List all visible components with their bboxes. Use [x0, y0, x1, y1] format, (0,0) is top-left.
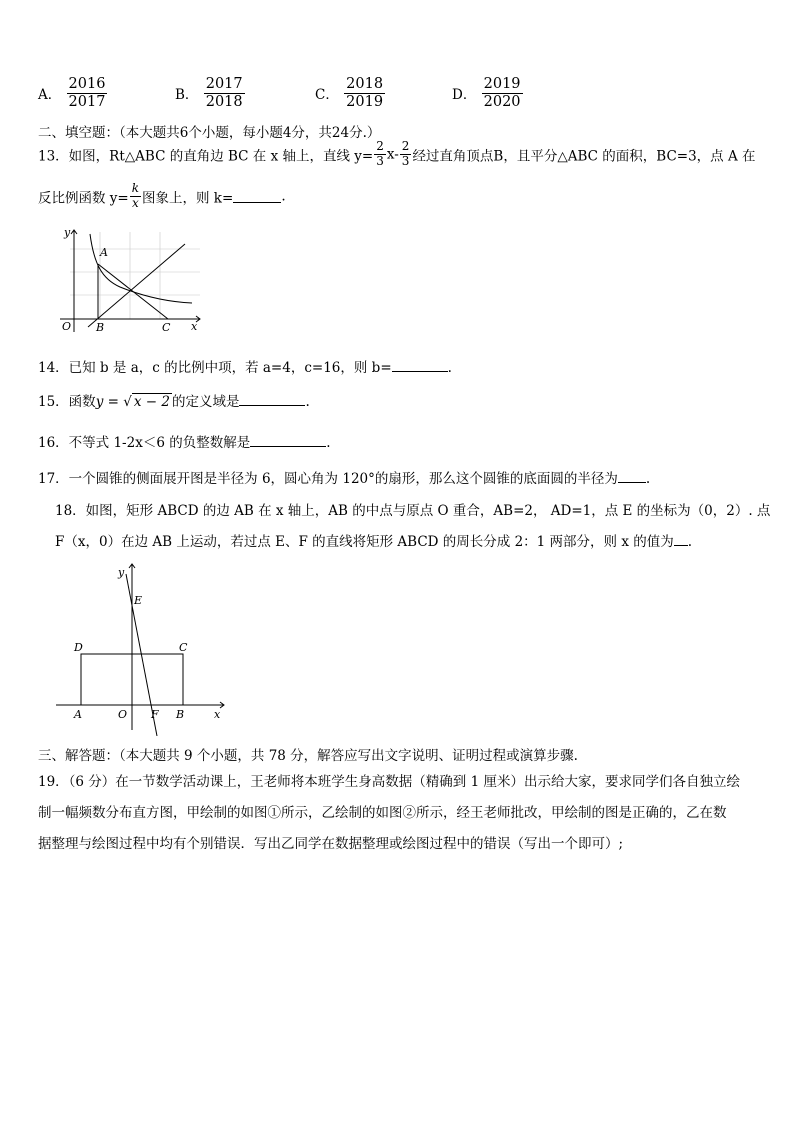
option-d [452, 76, 524, 110]
option-a-numerator: 2016 [68, 76, 106, 92]
option-d-denominator: 2020 [483, 93, 521, 110]
q18-label-y: y [118, 566, 125, 579]
q17-end: . [645, 471, 651, 487]
option-c-numerator: 2018 [346, 76, 384, 92]
q15-sqrt [123, 394, 172, 410]
q15-prefix: 15．函数 [38, 394, 96, 410]
q13-text-b: x- [386, 146, 399, 163]
q15-suffix: 的定义域是 [171, 394, 240, 410]
option-a-denominator: 2017 [68, 93, 106, 110]
q14 [38, 356, 452, 376]
q13-figure [50, 224, 210, 338]
q13-frac1-num: 2 [376, 139, 384, 153]
q13-answer-blank[interactable] [233, 190, 281, 203]
q15-end: . [305, 394, 310, 410]
q18-label-F: F [151, 708, 159, 721]
q19-line3: 据整理与绘图过程中均有个别错误．写出乙同学在数据整理或绘图过程中的错误（写出一个即可）; [38, 836, 624, 852]
q13-frac-k-over-x [130, 182, 141, 211]
option-a-fraction [67, 76, 108, 110]
q14-answer-blank[interactable] [392, 359, 448, 372]
q13-grid [70, 232, 200, 319]
q15-radicand: x − 2 [133, 394, 170, 410]
q18-label-D: D [74, 641, 83, 654]
q15 [38, 390, 310, 410]
q13-label-y: y [64, 226, 71, 239]
options-row [38, 76, 738, 120]
q13-text-e: 图象上，则 k= [142, 190, 234, 207]
q13-label-B: B [96, 321, 105, 334]
option-d-label: D． [452, 87, 477, 104]
q15-eq: = [103, 394, 124, 410]
q16-answer-blank[interactable] [250, 434, 326, 447]
option-b [175, 76, 246, 110]
q13-label-x: x [191, 320, 198, 333]
option-b-fraction [204, 76, 245, 110]
q18-label-A: A [74, 708, 82, 721]
q15-answer-blank[interactable] [239, 393, 305, 406]
option-c-label: C． [315, 87, 339, 104]
option-b-numerator: 2017 [205, 76, 243, 92]
q14-text: 14．已知 b 是 a，c 的比例中项，若 a=4，c=16，则 b= [38, 360, 392, 376]
q19-line1: 19．（6 分）在一节数学活动课上，王老师将本班学生身高数据（精确到 1 厘米）出示给大家，要求同学们各自独立绘 [38, 774, 740, 790]
q18-label-x: x [214, 708, 221, 721]
option-d-fraction [482, 76, 523, 110]
q18-line1: 18．如图，矩形 ABCD 的边 AB 在 x 轴上，AB 的中点与原点 O 重合，AB=2， AD=1，点 E 的坐标为（0，2）. 点 [55, 503, 771, 519]
q16-text: 16．不等式 1-2x＜6 的负整数解是 [38, 435, 251, 451]
q17 [38, 467, 650, 487]
q14-end: . [447, 360, 452, 376]
q18-label-E: E [134, 594, 143, 607]
option-c-fraction [344, 76, 385, 110]
option-b-label: B． [175, 87, 199, 104]
q13-line1 [38, 140, 756, 169]
q13-frac2-den: 3 [401, 153, 410, 168]
q18-answer-blank[interactable] [674, 533, 688, 546]
option-b-denominator: 2018 [205, 93, 243, 110]
q13-label-O: O [62, 320, 72, 333]
option-a [38, 76, 108, 110]
q13-frac-two-thirds-b [400, 140, 412, 169]
q15-y: y [95, 394, 104, 410]
q18-line2 [55, 530, 692, 550]
q19-line2: 制一幅频数分布直方图，甲绘制的如图①所示，乙绘制的如图②所示，经王老师批改，甲绘制的图是正确的，乙在数 [38, 805, 727, 821]
q16 [38, 431, 331, 451]
q13-frac1-den: 3 [376, 153, 384, 168]
q13-label-C: C [162, 321, 171, 334]
option-a-label: A． [38, 87, 62, 104]
q13-text-end: . [281, 188, 286, 205]
sqrt-icon: √ [123, 394, 132, 410]
q13-frac-two-thirds-a [374, 140, 386, 169]
section2-heading: 二、填空题：（本大题共6个小题，每小题4分，共24分.） [38, 125, 381, 141]
q17-answer-blank[interactable] [618, 470, 646, 483]
option-d-numerator: 2019 [483, 76, 521, 92]
q13-label-A: A [100, 246, 108, 259]
q18-text: F（x，0）在边 AB 上运动，若过点 E、F 的直线将矩形 ABCD 的周长分成 2：1 两部分，则 x 的值为 [55, 534, 674, 550]
q17-text: 17．一个圆锥的侧面展开图是半径为 6，圆心角为 120°的扇形，那么这个圆锥的底面圆的半径为 [38, 471, 618, 487]
q13-frac3-den: x [131, 195, 139, 210]
q13-text-d: 反比例函数 y= [38, 190, 129, 207]
q18-figure [52, 560, 230, 736]
q18-label-C: C [179, 641, 188, 654]
section3-heading: 三、解答题：（本大题共 9 个小题，共 78 分，解答应写出文字说明、证明过程或演算步骤. [38, 748, 578, 764]
q13-frac3-num: k [131, 181, 140, 195]
option-c [315, 76, 386, 110]
q18-label-O: O [118, 708, 128, 721]
q13-text-a: 13．如图，Rt△ABC 的直角边 BC 在 x 轴上，直线 y= [38, 148, 374, 165]
q13-text-c: 经过直角顶点B，且平分△ABC 的面积，BC=3，点 A 在 [412, 148, 756, 165]
q16-end: . [326, 435, 331, 451]
q13-hyperbola [90, 234, 192, 303]
q13-line2 [38, 182, 286, 211]
q18-label-B: B [176, 708, 185, 721]
q13-frac2-num: 2 [401, 139, 410, 153]
q18-end: . [687, 534, 693, 550]
option-c-denominator: 2019 [346, 93, 384, 110]
